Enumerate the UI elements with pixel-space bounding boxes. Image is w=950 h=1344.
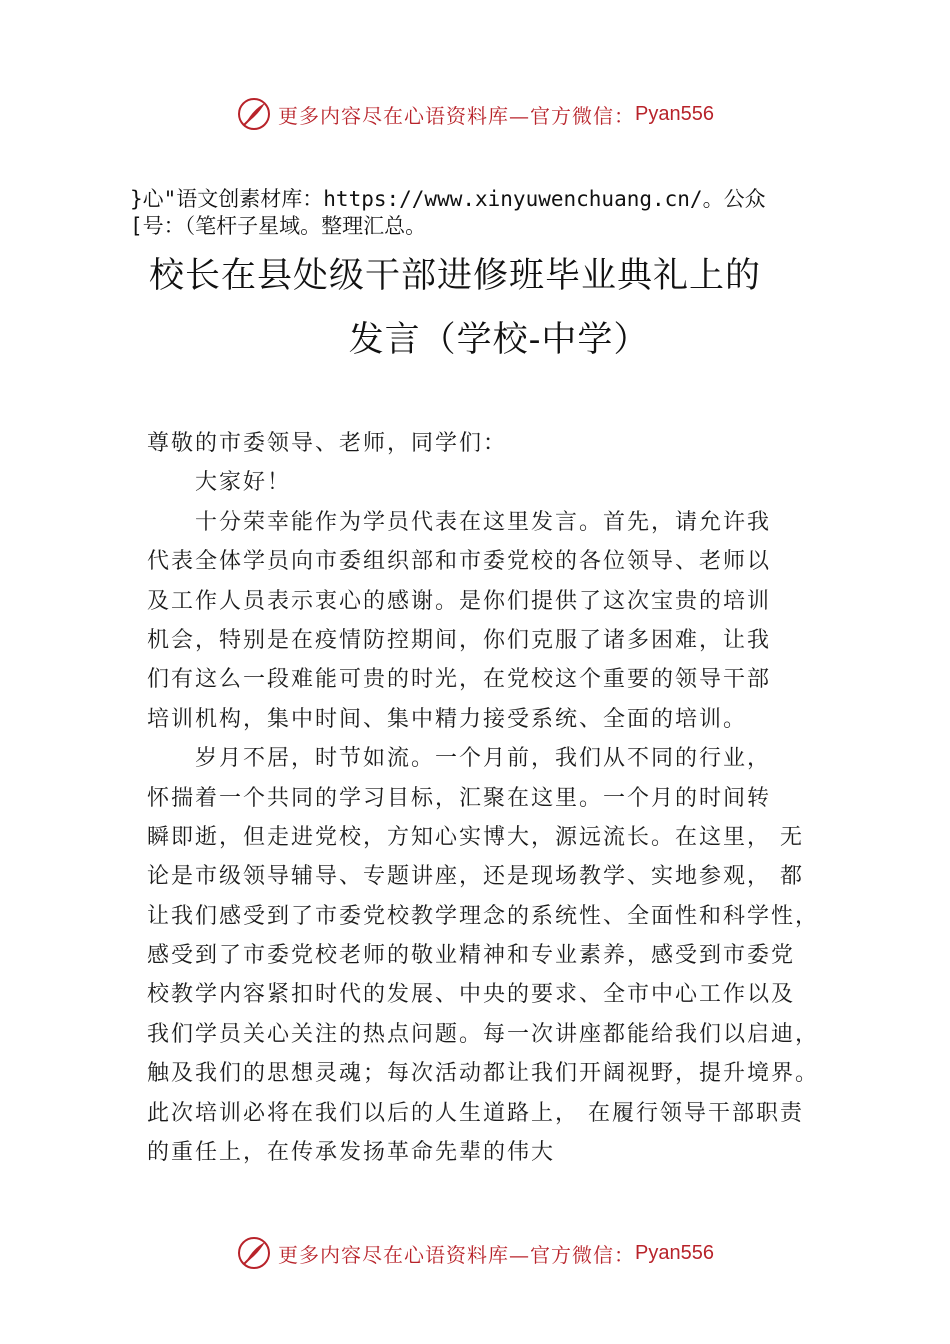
speech-body <box>147 424 847 1172</box>
paragraph-line: 校教学内容紧扣时代的发展、中央的要求、全市中心工作以及 <box>147 982 796 1008</box>
paragraph-line: 瞬即逝，但走进党校，方知心实博大，源远流长。在这里， 无 <box>147 824 804 850</box>
paragraph-line: 培训机构，集中时间、集中精力接受系统、全面的培训。 <box>147 706 748 732</box>
banner-text: 更多内容尽在心语资料库—官方微信： <box>278 1242 636 1267</box>
document-title-line-1: 校长在县处级干部进修班毕业典礼上的 <box>148 256 761 296</box>
footer-watermark-banner <box>0 1231 950 1275</box>
banner-wechat-account: Pyan556 <box>635 1241 714 1264</box>
paragraph-line: 怀揣着一个共同的学习目标，汇聚在这里。一个月的时间转 <box>147 785 772 811</box>
paragraph-line: 感受到了市委党校老师的敬业精神和专业素养，感受到市委党 <box>147 943 796 969</box>
paragraph-line: 十分荣幸能作为学员代表在这里发言。首先，请允许我 <box>195 509 772 535</box>
source-note-line-1: }心"语文创素材库：https://www.xinyuwenchuang.cn/。公众 <box>130 187 766 211</box>
paragraph-line: 机会，特别是在疫情防控期间，你们克服了诸多困难，让我 <box>147 627 772 653</box>
greeting: 大家好！ <box>195 470 292 496</box>
paragraph-line: 岁月不居，时节如流。一个月前，我们从不同的行业， <box>195 746 772 772</box>
paragraph-line: 触及我们的思想灵魂；每次活动都让我们开阔视野，提升境界。 <box>147 1061 820 1087</box>
paragraph-line: 让我们感受到了市委党校教学理念的系统性、全面性和科学性， <box>147 903 820 929</box>
header-watermark-banner <box>0 92 950 136</box>
feather-pen-logo-icon <box>236 1235 272 1271</box>
feather-pen-logo-icon <box>236 96 272 132</box>
paragraph-line: 的重任上，在传承发扬革命先辈的伟大 <box>147 1140 556 1166</box>
paragraph-line: 我们学员关心关注的热点问题。每一次讲座都能给我们以启迪， <box>147 1021 820 1047</box>
banner-wechat-account: Pyan556 <box>635 102 714 125</box>
paragraph-line: 此次培训必将在我们以后的人生道路上， 在履行领导干部职责 <box>147 1100 804 1126</box>
paragraph-line: 论是市级领导辅导、专题讲座，还是现场教学、实地参观， 都 <box>147 864 804 890</box>
paragraph-line: 们有这么一段难能可贵的时光，在党校这个重要的领导干部 <box>147 667 772 693</box>
document-title-line-2: 发言（学校-中学） <box>348 320 650 360</box>
source-note-line-2: [号：（笔杆子星域。整理汇总。 <box>130 214 427 238</box>
paragraph-line: 代表全体学员向市委组织部和市委党校的各位领导、老师以 <box>147 549 772 575</box>
salutation: 尊敬的市委领导、老师，同学们： <box>147 431 508 456</box>
banner-text: 更多内容尽在心语资料库—官方微信： <box>278 103 636 128</box>
paragraph-line: 及工作人员表示衷心的感谢。是你们提供了这次宝贵的培训 <box>147 588 772 614</box>
